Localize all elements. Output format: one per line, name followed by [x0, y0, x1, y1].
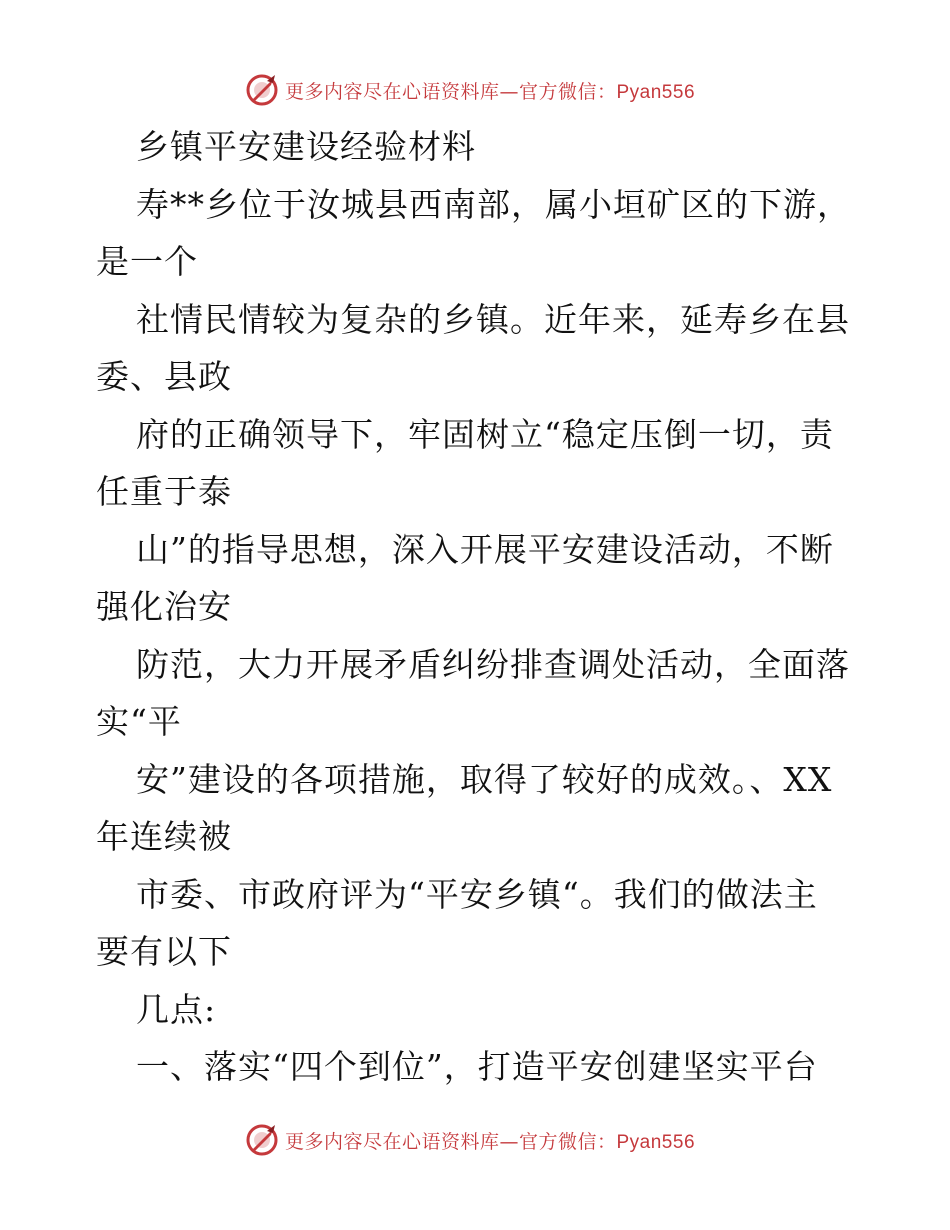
watermark-dash: —: [499, 80, 519, 103]
watermark-text: [285, 77, 695, 104]
document-line: 强化治安: [96, 587, 232, 626]
watermark-wechat-label: 官方微信：: [518, 1130, 617, 1153]
document-line: 寿**乡位于汝城县西南部，属小垣矿区的下游，: [136, 184, 851, 224]
document-line: 安”建设的各项措施，取得了较好的成效。、XX: [136, 759, 833, 799]
document-line: 一、落实“四个到位”，打造平安创建坚实平台: [136, 1047, 818, 1086]
document-line: 几点:: [136, 989, 217, 1029]
document-line: 任重于泰: [96, 472, 232, 511]
watermark-slogan: 更多内容尽在心语资料库: [284, 80, 500, 103]
pen-logo-icon: [245, 73, 279, 107]
document-line: 实“平: [96, 702, 182, 741]
watermark-wechat-id: Pyan556: [616, 81, 696, 103]
document-line: 委、县政: [96, 357, 232, 396]
watermark-wechat-label: 官方微信：: [518, 80, 617, 103]
header-watermark-banner: [0, 70, 950, 110]
watermark-dash: —: [499, 1130, 519, 1153]
document-line: 山”的指导思想，深入开展平安建设活动，不断: [136, 529, 834, 569]
document-line: 防范，大力开展矛盾纠纷排查调处活动，全面落: [136, 644, 850, 684]
watermark-slogan: 更多内容尽在心语资料库: [284, 1130, 500, 1153]
watermark-text: [285, 1127, 695, 1154]
watermark-group: [245, 73, 695, 107]
document-line: 府的正确领导下，牢固树立“稳定压倒一切，责: [136, 414, 834, 454]
watermark-group: [245, 1123, 695, 1157]
document-line: 社情民情较为复杂的乡镇。近年来，延寿乡在县: [136, 299, 850, 339]
document-line: 年连续被: [96, 817, 232, 856]
document-body: [96, 118, 856, 1096]
footer-watermark-banner: [0, 1120, 950, 1160]
pen-logo-icon: [245, 1123, 279, 1157]
watermark-wechat-id: Pyan556: [616, 1131, 696, 1153]
document-line: 乡镇平安建设经验材料: [136, 127, 476, 166]
document-line: 要有以下: [96, 932, 232, 971]
document-line: 市委、市政府评为“平安乡镇“。我们的做法主: [136, 874, 818, 914]
document-line: 是一个: [96, 242, 198, 281]
